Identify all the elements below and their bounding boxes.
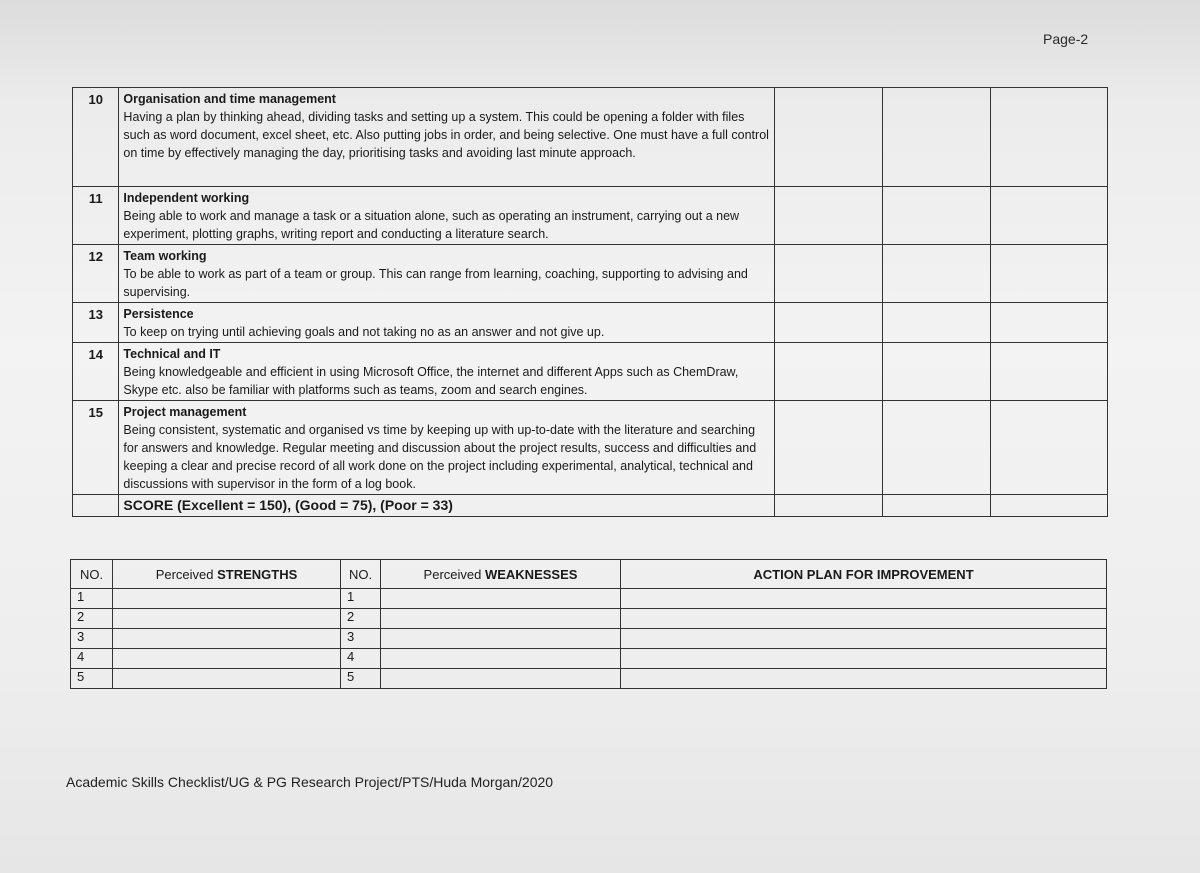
score-total-num bbox=[73, 495, 119, 517]
swot-row bbox=[71, 589, 1107, 609]
weakness-cell[interactable] bbox=[381, 649, 621, 669]
skill-title: Persistence bbox=[123, 307, 194, 321]
score-cell[interactable] bbox=[883, 187, 991, 245]
score-cell[interactable] bbox=[991, 401, 1108, 495]
skill-title: Organisation and time management bbox=[123, 92, 336, 106]
score-cell[interactable] bbox=[991, 303, 1108, 343]
score-scale-label: SCORE (Excellent = 150), (Good = 75), (Poor = 33) bbox=[119, 495, 774, 517]
skill-title: Team working bbox=[123, 249, 207, 263]
skill-number: 11 bbox=[73, 187, 119, 245]
skill-description bbox=[119, 88, 774, 187]
score-cell[interactable] bbox=[883, 343, 991, 401]
header-strengths bbox=[113, 560, 341, 589]
skill-description bbox=[119, 303, 774, 343]
score-cell[interactable] bbox=[774, 187, 882, 245]
header-weaknesses-prefix: Perceived bbox=[423, 566, 485, 582]
skill-description bbox=[119, 401, 774, 495]
score-cell[interactable] bbox=[774, 245, 882, 303]
weakness-number: 2 bbox=[341, 609, 381, 629]
strength-number: 5 bbox=[71, 669, 113, 689]
score-cell[interactable] bbox=[991, 187, 1108, 245]
header-weaknesses-bold: WEAKNESSES bbox=[484, 566, 578, 582]
swot-row bbox=[71, 629, 1107, 649]
header-action-plan bbox=[621, 560, 1107, 589]
document-footer: Academic Skills Checklist/UG & PG Research Project/PTS/Huda Morgan/2020 bbox=[66, 774, 554, 790]
skill-row bbox=[73, 88, 1108, 187]
strength-cell[interactable] bbox=[113, 669, 341, 689]
skill-title: Technical and IT bbox=[123, 347, 221, 361]
skill-number: 14 bbox=[73, 343, 119, 401]
weakness-cell[interactable] bbox=[381, 669, 621, 689]
strength-cell[interactable] bbox=[113, 649, 341, 669]
skill-row bbox=[73, 401, 1108, 495]
skill-text: To be able to work as part of a team or group. This can range from learning, coaching, supporting to advising and supervising. bbox=[123, 267, 748, 299]
score-total-cell[interactable] bbox=[991, 495, 1108, 517]
score-cell[interactable] bbox=[991, 245, 1108, 303]
skill-number: 12 bbox=[73, 245, 119, 303]
weakness-number: 5 bbox=[341, 669, 381, 689]
skill-title: Project management bbox=[123, 405, 247, 419]
skill-text: Being able to work and manage a task or a situation alone, such as operating an instrument, carrying out a new experiment, plotting graphs, writing report and conducting a literature search. bbox=[123, 209, 740, 241]
strengths-weaknesses-table bbox=[70, 559, 1107, 689]
skill-number: 15 bbox=[73, 401, 119, 495]
swot-row bbox=[71, 669, 1107, 689]
header-no-weaknesses: NO. bbox=[341, 560, 381, 589]
strength-cell[interactable] bbox=[113, 629, 341, 649]
score-cell[interactable] bbox=[883, 245, 991, 303]
skills-checklist-table bbox=[72, 87, 1108, 517]
header-strengths-bold: STRENGTHS bbox=[217, 566, 298, 582]
strength-cell[interactable] bbox=[113, 589, 341, 609]
strength-number: 3 bbox=[71, 629, 113, 649]
page-number: Page-2 bbox=[1043, 31, 1089, 47]
score-cell[interactable] bbox=[991, 88, 1108, 187]
header-weaknesses bbox=[381, 560, 621, 589]
score-cell[interactable] bbox=[883, 401, 991, 495]
skill-title: Independent working bbox=[123, 191, 250, 205]
header-no-strengths: NO. bbox=[71, 560, 113, 589]
action-plan-cell[interactable] bbox=[621, 649, 1107, 669]
skill-description bbox=[119, 187, 774, 245]
action-plan-cell[interactable] bbox=[621, 589, 1107, 609]
swot-header-row bbox=[71, 560, 1107, 589]
skill-row bbox=[73, 187, 1108, 245]
score-total-cell[interactable] bbox=[774, 495, 882, 517]
skill-text: To keep on trying until achieving goals and not taking no as an answer and not give up. bbox=[123, 325, 605, 339]
skill-description bbox=[119, 343, 774, 401]
action-plan-cell[interactable] bbox=[621, 609, 1107, 629]
skill-text: Having a plan by thinking ahead, dividing tasks and setting up a system. This could be opening a folder with files such as word document, excel sheet, etc. Also putting jobs in order, and being selective. One must have a full control on time by effectively managing the day, prioritising tasks and avoiding last minute approach. bbox=[123, 110, 769, 160]
score-cell[interactable] bbox=[883, 303, 991, 343]
strength-number: 2 bbox=[71, 609, 113, 629]
swot-row bbox=[71, 609, 1107, 629]
weakness-number: 3 bbox=[341, 629, 381, 649]
score-total-cell[interactable] bbox=[883, 495, 991, 517]
strength-number: 4 bbox=[71, 649, 113, 669]
skill-row bbox=[73, 303, 1108, 343]
skill-text: Being consistent, systematic and organised vs time by keeping up with up-to-date with the literature and searching for answers and knowledge. Regular meeting and discussion about the project results, success and difficulties and keeping a clear and precise record of all work done on the project including experimental, analytical, technical and discussions with supervisor in the form of a log book. bbox=[123, 423, 757, 491]
score-total-row bbox=[73, 495, 1108, 517]
skill-text: Being knowledgeable and efficient in using Microsoft Office, the internet and different Apps such as ChemDraw, Skype etc. also be familiar with platforms such as teams, zoom and search engines. bbox=[123, 365, 739, 397]
skill-number: 13 bbox=[73, 303, 119, 343]
skill-number: 10 bbox=[73, 88, 119, 187]
action-plan-cell[interactable] bbox=[621, 669, 1107, 689]
score-cell[interactable] bbox=[991, 343, 1108, 401]
swot-row bbox=[71, 649, 1107, 669]
skill-description bbox=[119, 245, 774, 303]
weakness-number: 4 bbox=[341, 649, 381, 669]
strength-cell[interactable] bbox=[113, 609, 341, 629]
weakness-cell[interactable] bbox=[381, 629, 621, 649]
score-cell[interactable] bbox=[883, 88, 991, 187]
score-cell[interactable] bbox=[774, 401, 882, 495]
weakness-cell[interactable] bbox=[381, 589, 621, 609]
weakness-number: 1 bbox=[341, 589, 381, 609]
header-action-plan-label: ACTION PLAN FOR IMPROVEMENT bbox=[753, 566, 974, 582]
strength-number: 1 bbox=[71, 589, 113, 609]
skill-row bbox=[73, 343, 1108, 401]
score-cell[interactable] bbox=[774, 343, 882, 401]
weakness-cell[interactable] bbox=[381, 609, 621, 629]
action-plan-cell[interactable] bbox=[621, 629, 1107, 649]
header-strengths-prefix: Perceived bbox=[155, 566, 218, 582]
score-cell[interactable] bbox=[774, 303, 882, 343]
skill-row bbox=[73, 245, 1108, 303]
score-cell[interactable] bbox=[774, 88, 882, 187]
